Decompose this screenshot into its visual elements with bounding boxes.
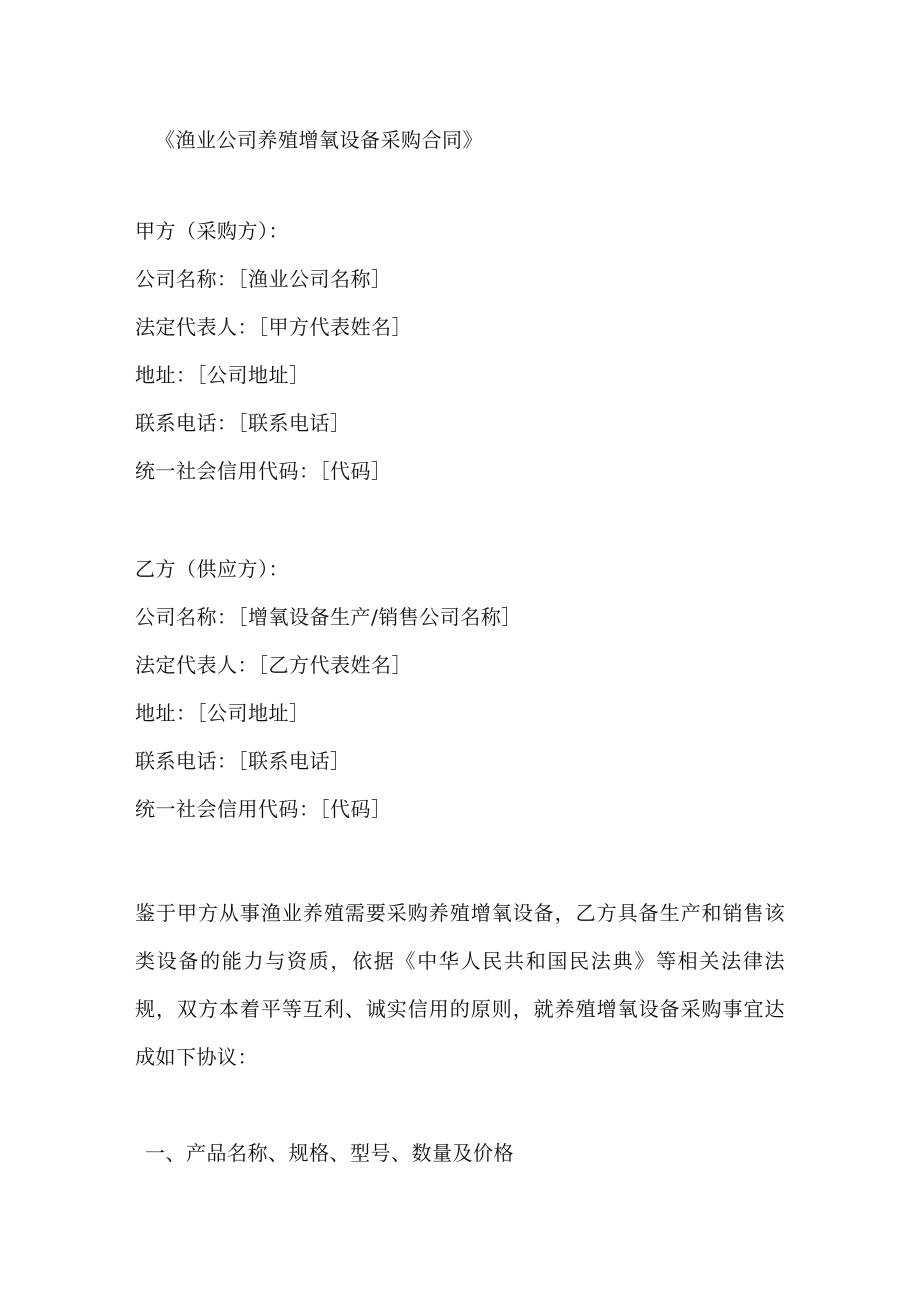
party-a-credit-code: 统一社会信用代码：［代码］ (135, 459, 392, 483)
party-b-credit-code: 统一社会信用代码：［代码］ (135, 797, 392, 821)
party-b-company: 公司名称：［增氧设备生产/销售公司名称］ (135, 605, 522, 629)
party-a-address: 地址：［公司地址］ (135, 363, 310, 387)
party-b-heading: 乙方（供应方）： (135, 557, 289, 581)
party-a-phone: 联系电话：［联系电话］ (135, 411, 351, 435)
party-b-phone: 联系电话：［联系电话］ (135, 749, 351, 773)
preamble-paragraph: 鉴于甲方从事渔业养殖需要采购养殖增氧设备，乙方具备生产和销售该类设备的能力与资质，依据《中华人民共和国民法典》等相关法律法规，双方本着平等互利、诚实信用的原则，就养殖增氧设备采购事宜达成如下协议： (135, 901, 785, 1069)
party-a-heading: 甲方（采购方）： (135, 219, 289, 243)
party-b-address: 地址：［公司地址］ (135, 701, 310, 725)
section-1-heading: 一、产品名称、规格、型号、数量及价格 (145, 1141, 514, 1165)
party-a-company: 公司名称：［渔业公司名称］ (135, 267, 392, 291)
document-title: 《渔业公司养殖增氧设备采购合同》 (155, 128, 483, 152)
party-b-legal-rep: 法定代表人：［乙方代表姓名］ (135, 653, 412, 677)
party-a-legal-rep: 法定代表人：［甲方代表姓名］ (135, 315, 412, 339)
